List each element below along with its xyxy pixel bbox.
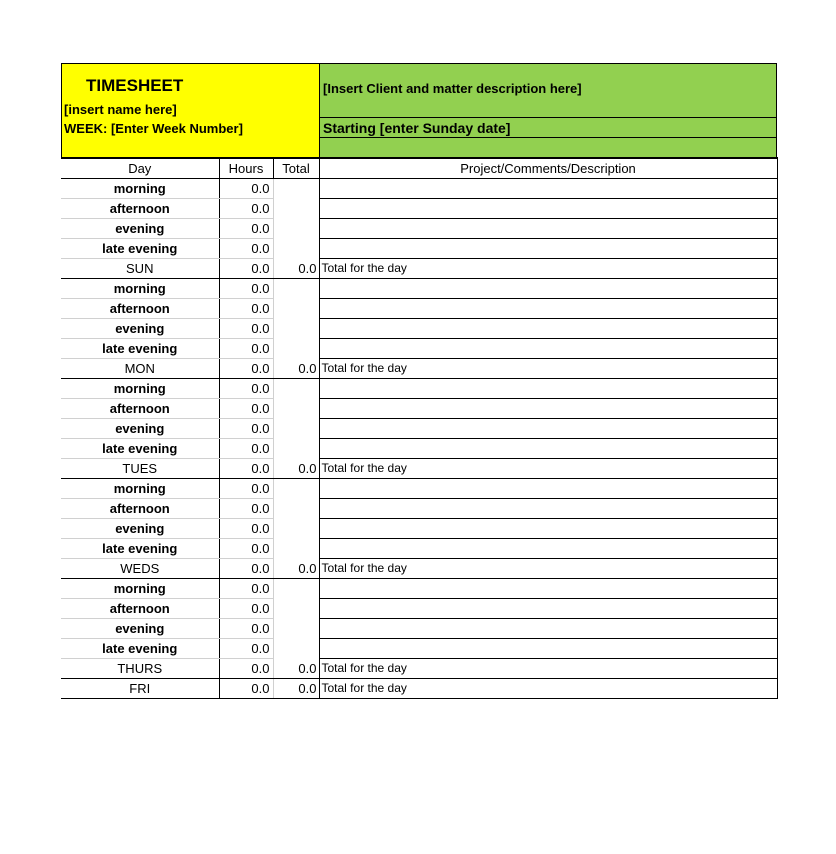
period-label: morning xyxy=(61,179,219,199)
description-cell[interactable] xyxy=(319,519,777,539)
total-cell xyxy=(273,519,319,539)
hours-cell[interactable]: 0.0 xyxy=(219,319,273,339)
total-cell xyxy=(273,279,319,299)
column-header-total: Total xyxy=(273,158,319,179)
header-info-block xyxy=(61,63,319,157)
table-row xyxy=(61,599,777,619)
timesheet-table xyxy=(61,157,778,699)
day-total-row xyxy=(61,559,777,579)
description-cell[interactable] xyxy=(319,199,777,219)
day-name: FRI xyxy=(61,679,219,699)
table-row xyxy=(61,519,777,539)
table-row xyxy=(61,479,777,499)
hours-cell[interactable]: 0.0 xyxy=(219,199,273,219)
day-total-label: Total for the day xyxy=(319,359,777,379)
day-total-label: Total for the day xyxy=(319,259,777,279)
hours-cell[interactable]: 0.0 xyxy=(219,339,273,359)
description-cell[interactable] xyxy=(319,439,777,459)
description-cell[interactable] xyxy=(319,619,777,639)
period-label: evening xyxy=(61,419,219,439)
description-cell[interactable] xyxy=(319,599,777,619)
description-cell[interactable] xyxy=(319,579,777,599)
period-label: afternoon xyxy=(61,199,219,219)
period-label: afternoon xyxy=(61,299,219,319)
description-cell[interactable] xyxy=(319,639,777,659)
timesheet-body xyxy=(61,179,777,699)
total-cell xyxy=(273,419,319,439)
hours-cell[interactable]: 0.0 xyxy=(219,539,273,559)
description-cell[interactable] xyxy=(319,299,777,319)
description-cell[interactable] xyxy=(319,539,777,559)
table-row xyxy=(61,639,777,659)
table-row xyxy=(61,219,777,239)
timesheet-header xyxy=(61,63,777,157)
hours-cell[interactable]: 0.0 xyxy=(219,519,273,539)
description-cell[interactable] xyxy=(319,279,777,299)
period-label: afternoon xyxy=(61,399,219,419)
day-total-value: 0.0 xyxy=(273,679,319,699)
day-total-value: 0.0 xyxy=(273,259,319,279)
total-cell xyxy=(273,239,319,259)
period-label: evening xyxy=(61,519,219,539)
timesheet xyxy=(61,63,777,699)
total-cell xyxy=(273,299,319,319)
day-total-value: 0.0 xyxy=(273,459,319,479)
period-label: afternoon xyxy=(61,499,219,519)
table-row xyxy=(61,299,777,319)
description-cell[interactable] xyxy=(319,379,777,399)
description-cell[interactable] xyxy=(319,339,777,359)
hours-cell[interactable]: 0.0 xyxy=(219,359,273,379)
table-row xyxy=(61,339,777,359)
total-cell xyxy=(273,619,319,639)
column-header-hours: Hours xyxy=(219,158,273,179)
description-cell[interactable] xyxy=(319,399,777,419)
period-label: late evening xyxy=(61,239,219,259)
hours-cell[interactable]: 0.0 xyxy=(219,439,273,459)
total-cell xyxy=(273,439,319,459)
period-label: late evening xyxy=(61,439,219,459)
table-row xyxy=(61,379,777,399)
total-cell xyxy=(273,499,319,519)
day-total-label: Total for the day xyxy=(319,679,777,699)
period-label: morning xyxy=(61,379,219,399)
hours-cell[interactable]: 0.0 xyxy=(219,299,273,319)
table-row xyxy=(61,279,777,299)
period-label: afternoon xyxy=(61,599,219,619)
day-total-row xyxy=(61,359,777,379)
day-total-label: Total for the day xyxy=(319,559,777,579)
total-cell xyxy=(273,579,319,599)
total-cell xyxy=(273,599,319,619)
day-total-value: 0.0 xyxy=(273,559,319,579)
table-row xyxy=(61,539,777,559)
hours-cell[interactable]: 0.0 xyxy=(219,279,273,299)
table-row xyxy=(61,619,777,639)
timesheet-title: TIMESHEET xyxy=(86,76,184,95)
total-cell xyxy=(273,339,319,359)
day-name: THURS xyxy=(61,659,219,679)
table-row xyxy=(61,179,777,199)
column-header-description: Project/Comments/Description xyxy=(319,158,777,179)
total-cell xyxy=(273,399,319,419)
table-row xyxy=(61,399,777,419)
table-row xyxy=(61,439,777,459)
hours-cell[interactable]: 0.0 xyxy=(219,639,273,659)
description-cell[interactable] xyxy=(319,419,777,439)
period-label: morning xyxy=(61,279,219,299)
hours-cell[interactable]: 0.0 xyxy=(219,219,273,239)
period-label: late evening xyxy=(61,639,219,659)
hours-cell[interactable]: 0.0 xyxy=(219,419,273,439)
employee-name-field[interactable]: [insert name here] xyxy=(64,102,177,117)
day-total-row xyxy=(61,459,777,479)
total-cell xyxy=(273,319,319,339)
hours-cell[interactable]: 0.0 xyxy=(219,259,273,279)
day-total-row xyxy=(61,659,777,679)
day-total-row xyxy=(61,259,777,279)
table-row xyxy=(61,199,777,219)
header-divider xyxy=(320,117,776,118)
period-label: evening xyxy=(61,219,219,239)
hours-cell[interactable]: 0.0 xyxy=(219,659,273,679)
hours-cell[interactable]: 0.0 xyxy=(219,599,273,619)
table-row xyxy=(61,579,777,599)
hours-cell[interactable]: 0.0 xyxy=(219,499,273,519)
total-cell xyxy=(273,479,319,499)
total-cell xyxy=(273,219,319,239)
week-number-field[interactable]: WEEK: [Enter Week Number] xyxy=(64,121,243,136)
starting-date-field[interactable]: Starting [enter Sunday date] xyxy=(323,120,511,136)
table-header-row xyxy=(61,158,777,179)
table-row xyxy=(61,319,777,339)
description-cell[interactable] xyxy=(319,219,777,239)
hours-cell[interactable]: 0.0 xyxy=(219,679,273,699)
description-cell[interactable] xyxy=(319,499,777,519)
total-cell xyxy=(273,379,319,399)
table-row xyxy=(61,239,777,259)
day-name: MON xyxy=(61,359,219,379)
total-cell xyxy=(273,179,319,199)
hours-cell[interactable]: 0.0 xyxy=(219,379,273,399)
period-label: evening xyxy=(61,319,219,339)
hours-cell[interactable]: 0.0 xyxy=(219,179,273,199)
day-name: TUES xyxy=(61,459,219,479)
day-total-label: Total for the day xyxy=(319,459,777,479)
period-label: late evening xyxy=(61,339,219,359)
description-cell[interactable] xyxy=(319,479,777,499)
hours-cell[interactable]: 0.0 xyxy=(219,399,273,419)
period-label: evening xyxy=(61,619,219,639)
day-total-label: Total for the day xyxy=(319,659,777,679)
period-label: morning xyxy=(61,579,219,599)
table-row xyxy=(61,499,777,519)
day-name: SUN xyxy=(61,259,219,279)
header-divider xyxy=(320,137,776,138)
hours-cell[interactable]: 0.0 xyxy=(219,619,273,639)
table-row xyxy=(61,419,777,439)
day-total-row xyxy=(61,679,777,699)
client-description-field[interactable]: [Insert Client and matter description here] xyxy=(323,81,582,96)
total-cell xyxy=(273,199,319,219)
day-name: WEDS xyxy=(61,559,219,579)
hours-cell[interactable]: 0.0 xyxy=(219,479,273,499)
hours-cell[interactable]: 0.0 xyxy=(219,579,273,599)
hours-cell[interactable]: 0.0 xyxy=(219,239,273,259)
column-header-day: Day xyxy=(61,158,219,179)
header-client-block xyxy=(319,63,777,157)
day-total-value: 0.0 xyxy=(273,359,319,379)
hours-cell[interactable]: 0.0 xyxy=(219,459,273,479)
period-label: morning xyxy=(61,479,219,499)
description-cell[interactable] xyxy=(319,239,777,259)
total-cell xyxy=(273,639,319,659)
total-cell xyxy=(273,539,319,559)
day-total-value: 0.0 xyxy=(273,659,319,679)
description-cell[interactable] xyxy=(319,319,777,339)
period-label: late evening xyxy=(61,539,219,559)
description-cell[interactable] xyxy=(319,179,777,199)
hours-cell[interactable]: 0.0 xyxy=(219,559,273,579)
